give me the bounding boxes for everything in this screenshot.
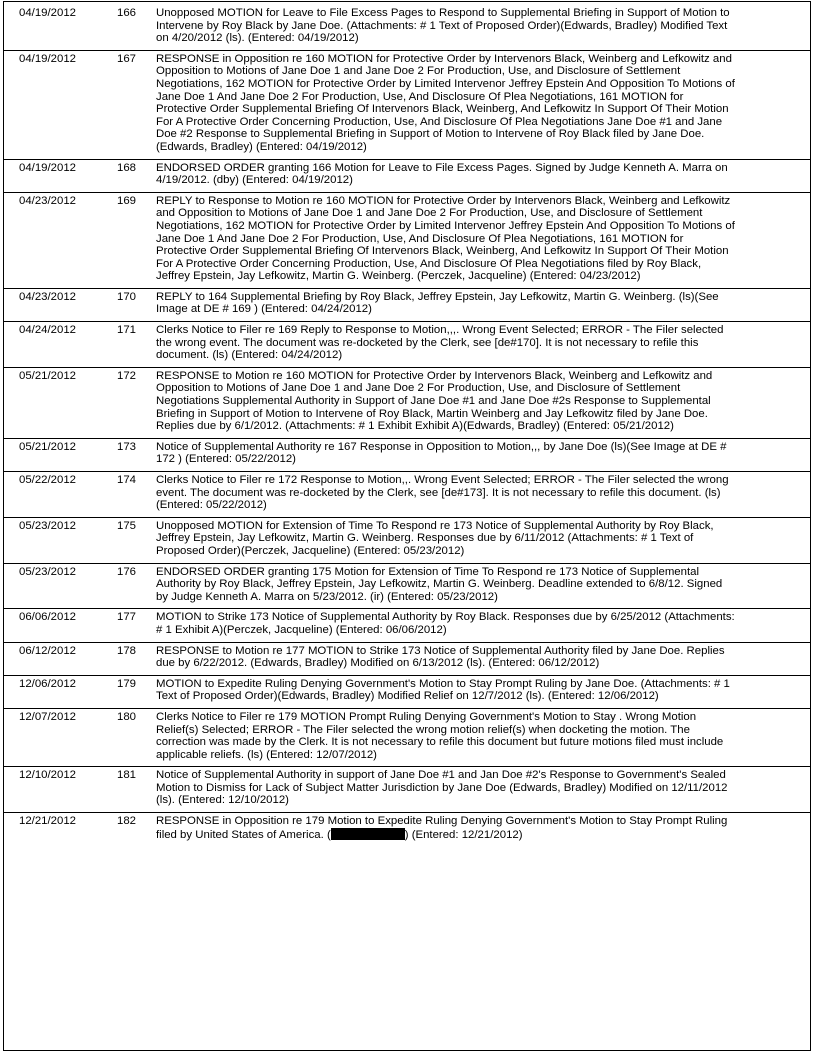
- docket-entry: [4, 708, 810, 766]
- docket-entry: [4, 322, 810, 368]
- docket-entry: [4, 2, 810, 50]
- entry-number: 168: [117, 159, 156, 192]
- entry-date: 06/12/2012: [4, 642, 117, 675]
- docket-entry: [4, 517, 810, 563]
- entry-text: Unopposed MOTION for Leave to File Excess Pages to Respond to Supplemental Briefing in Support of Motion to Intervene by Roy Black by Jane Doe. (Attachments: # 1 Text of Proposed Order)(Edwards, Bradley) Modified Text on 4/20/2012 (ls). (Entered: 04/19/2012): [156, 7, 730, 45]
- entry-date: 12/21/2012: [4, 813, 117, 847]
- docket-entry: [4, 50, 810, 159]
- entry-number: 170: [117, 288, 156, 321]
- docket-entry: [4, 609, 810, 642]
- entry-text: Clerks Notice to Filer re 179 MOTION Prompt Ruling Denying Government's Motion to Stay . Wrong Motion Relief(s) Selected; ERROR - The Filer selected the wrong motion relief(s) when docketing the motion. The correction was made by the Clerk. It is not necessary to refile this document but future motions filed must include applicable reliefs. (ls) (Entered: 12/07/2012): [156, 708, 810, 766]
- entry-number: 174: [117, 472, 156, 518]
- entry-number: 177: [117, 609, 156, 642]
- entry-text-after-redaction: ) (Entered: 12/21/2012): [404, 828, 523, 841]
- entry-text: Notice of Supplemental Authority re 167 Response in Opposition to Motion,,, by Jane Doe (ls)(See Image at DE # 172 ) (Entered: 05/22/2012): [156, 438, 810, 471]
- entry-date: 04/19/2012: [19, 7, 77, 19]
- entry-text: ENDORSED ORDER granting 166 Motion for Leave to File Excess Pages. Signed by Judge Kenneth A. Marra on 4/19/2012. (dby) (Entered: 04/19/2012): [156, 159, 810, 192]
- entry-date: 04/19/2012: [4, 50, 117, 159]
- entry-text: [156, 813, 810, 847]
- docket-entry: [4, 438, 810, 471]
- docket-table: [4, 2, 810, 846]
- entry-text: RESPONSE in Opposition re 160 MOTION for Protective Order by Intervenors Black, Weinberg and Lefkowitz and Opposition to Motions of Jane Doe 1 and Jane Doe 2 For Production, Use, and Disclosure of Settlement Negotiations, 162 MOTION for Protective Order by Limited Intervenor Jeffrey Epstein And Opposition To Motions of Jane Doe 1 And Jane Doe 2 For Production, Use, And Disclosure Of Plea Negotiations, 161 MOTION for Protective Order Supplemental Briefing Of Intervenors Black, Weinberg, And Lefkowitz In Support Of Their Motion For A Protective Order Concerning Production, Use, And Disclosure Of Plea Negotiations Jane Doe #1 and Jane Doe #2 Response to Supplemental Briefing in Support of Motion to Intervene of Roy Black filed by Jane Doe. (Edwards, Bradley) (Entered: 04/19/2012): [156, 50, 810, 159]
- docket-entry: [4, 767, 810, 813]
- docket-entry: [4, 367, 810, 438]
- entry-text: ENDORSED ORDER granting 175 Motion for Extension of Time To Respond re 173 Notice of Supplemental Authority by Roy Black, Jeffrey Epstein, Jay Lefkowitz, Martin G. Weinberg. Deadline extended to 6/8/12. Signed by Judge Kenneth A. Marra on 5/23/2012. (ir) (Entered: 05/23/2012): [156, 563, 810, 609]
- docket-sheet: [3, 1, 811, 1051]
- docket-entry: [4, 563, 810, 609]
- redaction-bar: [331, 828, 405, 840]
- entry-date: 05/21/2012: [4, 367, 117, 438]
- entry-text: MOTION to Strike 173 Notice of Supplemental Authority by Roy Black. Responses due by 6/25/2012 (Attachments: # 1 Exhibit A)(Perczek, Jacqueline) (Entered: 06/06/2012): [156, 609, 810, 642]
- docket-entry: [4, 813, 810, 847]
- entry-text: Notice of Supplemental Authority in support of Jane Doe #1 and Jan Doe #2's Response to Government's Sealed Motion to Dismiss for Lack of Subject Matter Jurisdiction by Jane Doe (Edwards, Bradley) Modified on 12/11/2012 (ls). (Entered: 12/10/2012): [156, 767, 810, 813]
- entry-date: 12/06/2012: [4, 675, 117, 708]
- entry-text: REPLY to Response to Motion re 160 MOTION for Protective Order by Intervenors Black, Weinberg and Lefkowitz and Opposition to Motions of Jane Doe 1 and Jane Doe 2 For Production, Use, and Disclosure of Settlement Negotiations, 162 MOTION for Protective Order by Limited Intervenor Jeffrey Epstein And Opposition To Motions of Jane Doe 1 And Jane Doe 2 For Production, Use, And Disclosure Of Plea Negotiations, 161 MOTION for Protective Order Supplemental Briefing Of Intervenors Black, Weinberg, And Lefkowitz In Support Of Their Motion For A Protective Order Concerning Production, Use, And Disclosure Of Plea Negotiations filed by Roy Black, Jeffrey Epstein, Jay Lefkowitz, Martin G. Weinberg. (Perczek, Jacqueline) (Entered: 04/23/2012): [156, 192, 810, 288]
- entry-date: 05/21/2012: [4, 438, 117, 471]
- entry-number: 171: [117, 322, 156, 368]
- docket-entry: [4, 159, 810, 192]
- entry-text: Unopposed MOTION for Extension of Time To Respond re 173 Notice of Supplemental Authority by Roy Black, Jeffrey Epstein, Jay Lefkowitz, Martin G. Weinberg. Responses due by 6/11/2012 (Attachments: # 1 Text of Proposed Order)(Perczek, Jacqueline) (Entered: 05/23/2012): [156, 517, 810, 563]
- docket-entry: [4, 675, 810, 708]
- docket-entry: [4, 472, 810, 518]
- entry-text: Clerks Notice to Filer re 169 Reply to Response to Motion,,,. Wrong Event Selected; ERROR - The Filer selected the wrong event. The document was re-docketed by the Clerk, see [de#170]. It is not necessary to refile this document. (ls) (Entered: 04/24/2012): [156, 322, 810, 368]
- entry-text: Clerks Notice to Filer re 172 Response to Motion,,. Wrong Event Selected; ERROR - The Filer selected the wrong event. The document was re-docketed by the Clerk, see [de#173]. It is not necessary to refile this document. (ls) (Entered: 05/22/2012): [156, 472, 810, 518]
- entry-date: 05/22/2012: [4, 472, 117, 518]
- docket-entries: [4, 2, 810, 846]
- docket-entry: [4, 192, 810, 288]
- entry-date: 06/06/2012: [4, 609, 117, 642]
- entry-date: 04/23/2012: [4, 192, 117, 288]
- entry-date: 04/23/2012: [4, 288, 117, 321]
- entry-date: 12/07/2012: [4, 708, 117, 766]
- entry-date: 05/23/2012: [4, 563, 117, 609]
- entry-number: 182: [117, 813, 156, 847]
- docket-entry: [4, 642, 810, 675]
- entry-number: 166: [117, 7, 137, 19]
- entry-number: 172: [117, 367, 156, 438]
- entry-number: 169: [117, 192, 156, 288]
- docket-entry: [4, 288, 810, 321]
- entry-date: 04/24/2012: [4, 322, 117, 368]
- entry-text: MOTION to Expedite Ruling Denying Government's Motion to Stay Prompt Ruling by Jane Doe. (Attachments: # 1 Text of Proposed Order)(Edwards, Bradley) Modified Relief on 12/7/2012 (ls). (Entered: 12/06/2012): [156, 675, 810, 708]
- entry-text-before-redaction: RESPONSE in Opposition re 179 Motion to Expedite Ruling Denying Government's Motion to Stay Prompt Ruling filed by United States of America. (: [156, 815, 728, 841]
- entry-number: 167: [117, 50, 156, 159]
- entry-text: RESPONSE to Motion re 160 MOTION for Protective Order by Intervenors Black, Weinberg and Lefkowitz and Opposition to Motions of Jane Doe 1 and Jane Doe 2 For Production, Use, and Disclosure of Settlement Negotiations Supplemental Authority in Support of Jane Doe #1 and Jane Doe #2s Response to Supplemental Briefing in Support of Motion to Intervene of Roy Black, Martin Weinberg and Jay Lefkowitz filed by Jane Doe. Replies due by 6/1/2012. (Attachments: # 1 Exhibit Exhibit A)(Edwards, Bradley) (Entered: 05/21/2012): [156, 367, 810, 438]
- entry-date: 12/10/2012: [4, 767, 117, 813]
- entry-date: 04/19/2012: [4, 159, 117, 192]
- entry-number: 179: [117, 675, 156, 708]
- entry-number: 181: [117, 767, 156, 813]
- entry-number: 176: [117, 563, 156, 609]
- entry-text: RESPONSE to Motion re 177 MOTION to Strike 173 Notice of Supplemental Authority filed by Jane Doe. Replies due by 6/22/2012. (Edwards, Bradley) Modified on 6/13/2012 (ls). (Entered: 06/12/2012): [156, 642, 810, 675]
- entry-number: 180: [117, 708, 156, 766]
- entry-number: 173: [117, 438, 156, 471]
- entry-text: REPLY to 164 Supplemental Briefing by Roy Black, Jeffrey Epstein, Jay Lefkowitz, Martin G. Weinberg. (ls)(See Image at DE # 169 ) (Entered: 04/24/2012): [156, 288, 810, 321]
- entry-number: 175: [117, 517, 156, 563]
- entry-number: 178: [117, 642, 156, 675]
- entry-date: 05/23/2012: [4, 517, 117, 563]
